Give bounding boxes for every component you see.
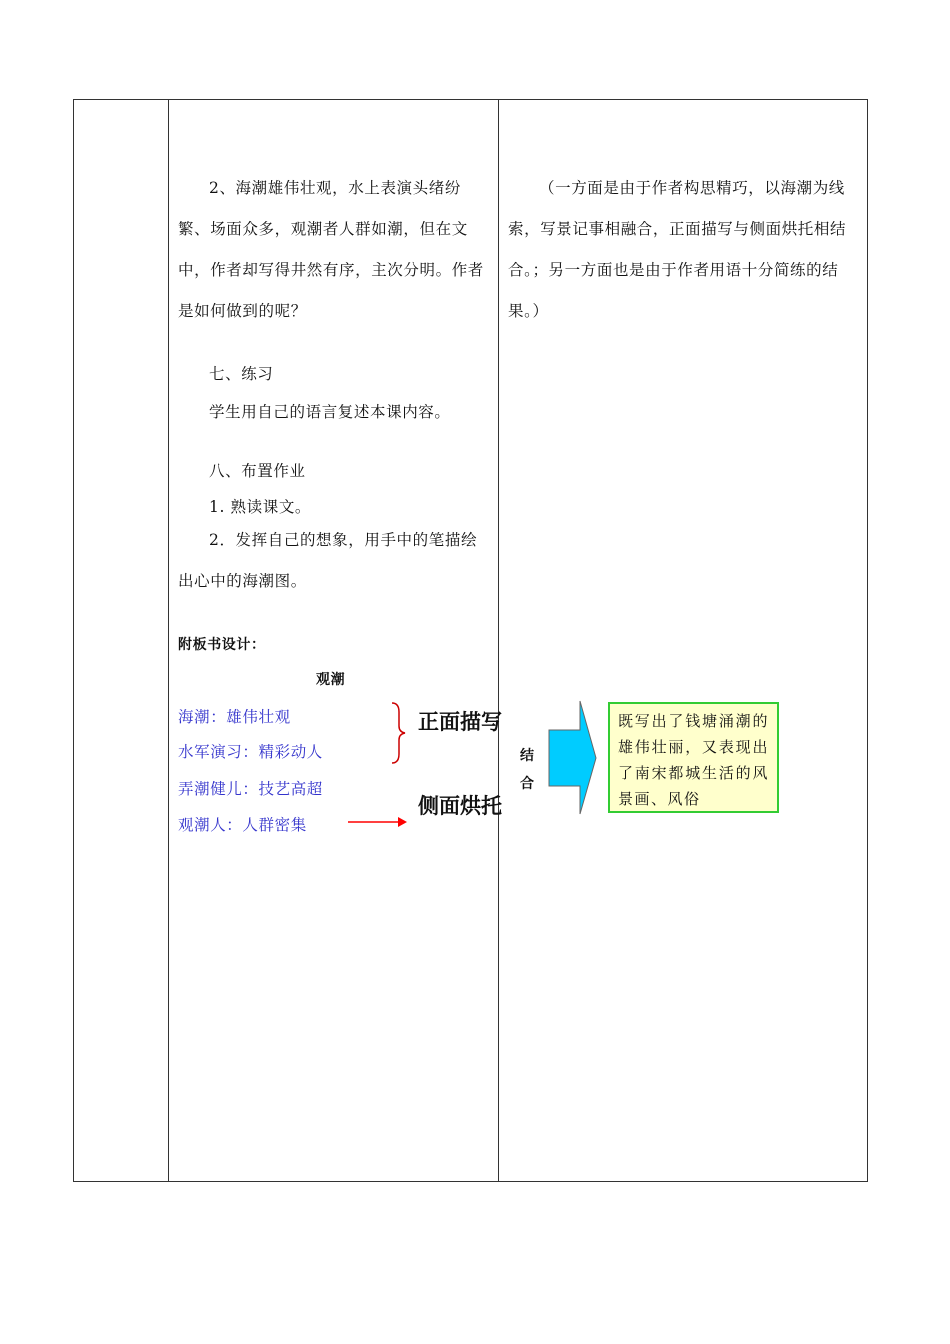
combine-label-bottom: 合 (520, 776, 535, 792)
board-item: 观潮人：人群密集 (178, 816, 307, 834)
combine-label-top: 结 (520, 748, 535, 764)
homework-item-2: 2．发挥自己的想象，用手中的笔描绘出心中的海潮图。 (178, 531, 478, 590)
block-arrow-icon (548, 700, 600, 816)
practice-heading: 七、练习 (209, 365, 274, 383)
curly-brace-icon (388, 700, 410, 766)
side-setoff-label: 侧面烘托 (418, 794, 502, 818)
front-description-label: 正面描写 (418, 710, 502, 734)
summary-box: 既写出了钱塘涌潮的雄伟壮丽，又表现出了南宋都城生活的风景画、风俗 (608, 702, 779, 813)
board-item: 水军演习：精彩动人 (178, 743, 323, 761)
homework-item-1: 1. 熟读课文。 (209, 498, 312, 516)
board-heading: 附板书设计： (178, 637, 266, 653)
board-item: 海潮：雄伟壮观 (178, 708, 291, 726)
column-divider-2 (498, 99, 499, 1182)
red-arrow-icon (346, 815, 408, 829)
board-title: 观潮 (316, 672, 346, 688)
answer-paragraph: （一方面是由于作者构思精巧，以海潮为线索，写景记事相融合，正面描写与侧面烘托相结合。；另一方面也是由于作者用语十分简练的结果。） (508, 179, 847, 320)
board-item: 弄潮健儿：技艺高超 (178, 780, 323, 798)
practice-text: 学生用自己的语言复述本课内容。 (209, 403, 451, 421)
question-paragraph: 2、海潮雄伟壮观，水上表演头绪纷繁、场面众多，观潮者人群如潮，但在文中，作者却写得井然有序，主次分明。作者是如何做到的呢？ (178, 179, 484, 320)
column-divider-1 (168, 99, 169, 1182)
homework-heading: 八、布置作业 (209, 462, 306, 480)
